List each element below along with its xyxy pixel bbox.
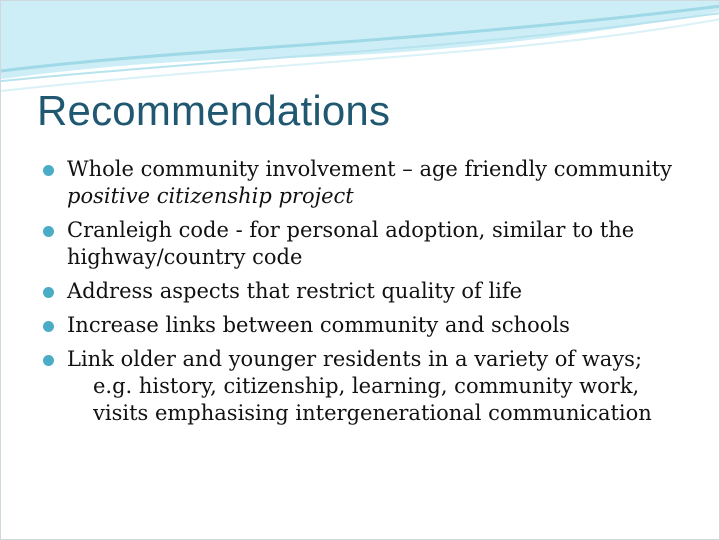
bullet-text: Address aspects that restrict quality of life: [67, 279, 523, 303]
bullet-item: [41, 312, 701, 339]
bullet-icon: [43, 321, 54, 332]
bullet-item: [41, 278, 701, 305]
bullet-item: [41, 156, 701, 210]
slide-title: Recommendations: [37, 87, 391, 134]
bullet-icon: [43, 287, 54, 298]
bullet-italic-text: positive citizenship project: [67, 184, 354, 208]
bullet-item: [41, 346, 701, 427]
bullet-text: Whole community involvement – age friendly community: [67, 157, 673, 181]
bullet-icon: [43, 165, 54, 176]
header-wave-decoration: [1, 1, 720, 96]
bullet-list: [41, 156, 701, 434]
bullet-item: [41, 217, 701, 271]
bullet-continuation-text: e.g. history, citizenship, learning, community work, visits emphasising intergenerational communication: [93, 374, 652, 425]
bullet-icon: [43, 226, 54, 237]
bullet-text: Increase links between community and schools: [67, 313, 570, 337]
bullet-icon: [43, 355, 54, 366]
bullet-text: Link older and younger residents in a variety of ways;: [67, 347, 643, 371]
bullet-text: Cranleigh code - for personal adoption, similar to the highway/country code: [67, 218, 635, 269]
